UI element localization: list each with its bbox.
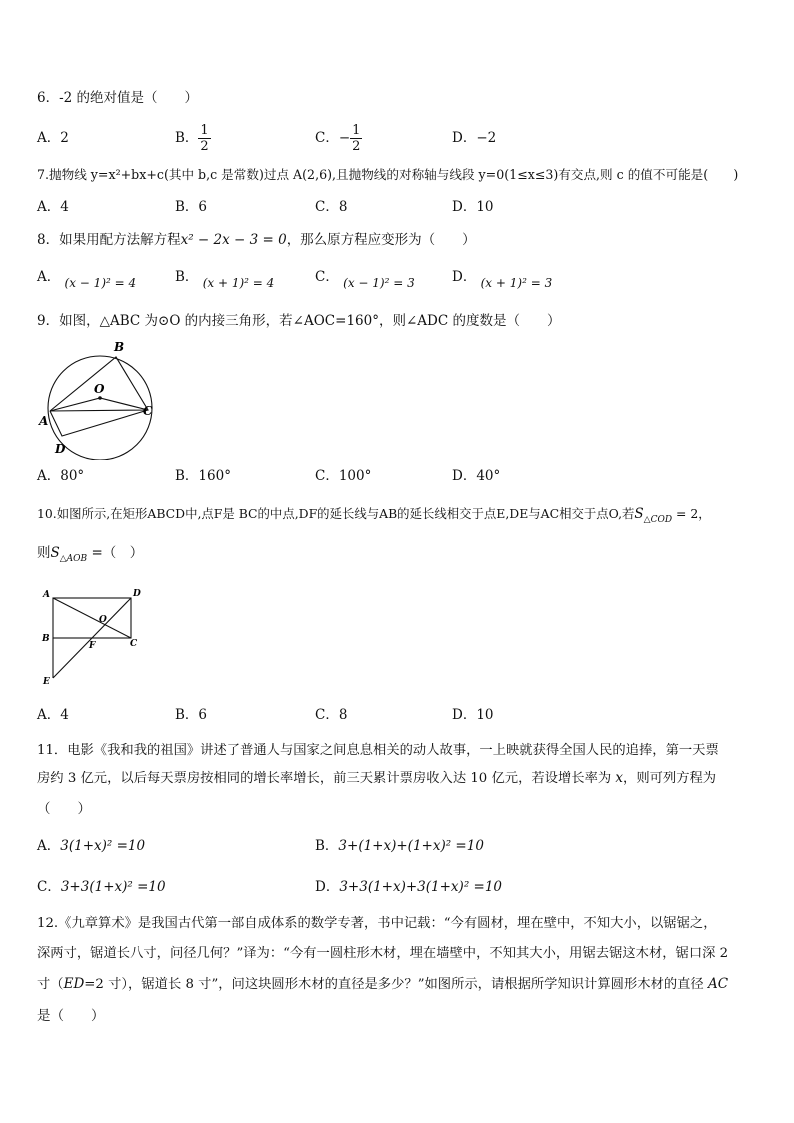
q9-option-c[interactable]: C．100°: [315, 468, 372, 484]
option-label: A．: [37, 838, 61, 854]
equation: (x − 1)² = 4: [64, 276, 137, 290]
q7-option-b[interactable]: B．6: [175, 199, 208, 215]
q11-option-d[interactable]: [315, 877, 502, 897]
q6-option-b[interactable]: [175, 118, 211, 158]
area-symbol: S: [634, 506, 644, 522]
numerator: 1: [352, 123, 361, 138]
numerator: 1: [200, 123, 209, 138]
equation: 3+3(1+x)+3(1+x)² =10: [339, 879, 503, 895]
label-o: O: [99, 615, 107, 625]
option-label: B．: [175, 269, 199, 285]
denominator: 2: [200, 139, 209, 154]
radii-oa-oc: [50, 398, 148, 411]
label-b: B: [114, 340, 125, 354]
stem-text: ，则可列方程为: [623, 771, 717, 786]
stem-text: ，那么原方程应变形为（ ）: [286, 232, 476, 248]
stem-text: =2 寸），锯道长 8 寸”，问这块圆形木材的直径是多少？”如图所示，请根据所学知识计算圆形木材的直径: [84, 977, 704, 992]
q11-line-1: 11．电影《我和我的祖国》讲述了普通人与国家之间息息相关的动人故事，一上映就获得全国人民的追捧，第一天票: [37, 743, 719, 758]
q11-option-a[interactable]: [37, 836, 145, 856]
q10-ask: [37, 543, 143, 569]
q8-option-d[interactable]: [452, 269, 553, 293]
q9-option-a[interactable]: A．80°: [37, 468, 85, 484]
q12-line-2: 深两寸，锯道长八寸，问径几何？”译为：“今有一圆柱形木材，埋在墙壁中，不知其大小，用锯去锯这木材，锯口深 2: [37, 946, 729, 961]
label-e: E: [43, 677, 50, 687]
stem-text: 房约 3 亿元，以后每天票房按相同的增长率增长，前三天累计票房收入达 10 亿元，若设增长率为: [37, 771, 612, 786]
area-subscript: △AOB: [59, 554, 88, 564]
stem-text: 则: [37, 545, 51, 561]
segment-ac: AC: [707, 976, 729, 992]
q6-stem: 6．-2 的绝对值是（ ）: [37, 90, 199, 106]
q11-line-3: （ ）: [37, 801, 91, 817]
equation: (x − 1)² = 3: [343, 276, 415, 290]
label-b: B: [42, 634, 50, 644]
option-value: 2: [60, 130, 69, 146]
option-label: D．: [315, 879, 340, 895]
q8-option-c[interactable]: [315, 269, 415, 293]
q8-stem: [37, 230, 476, 250]
label-o: O: [94, 382, 105, 396]
equation: 3+(1+x)+(1+x)² =10: [338, 838, 484, 854]
label-a: A: [39, 414, 49, 428]
minus-sign: −: [338, 130, 351, 146]
center-point: [98, 396, 102, 400]
q8-option-a[interactable]: [37, 269, 137, 293]
option-value: −2: [476, 130, 497, 146]
diagonal-ac: [53, 598, 131, 638]
chords-ad-dc: [50, 410, 148, 436]
q9-stem: 9．如图，△ABC 为⊙O 的内接三角形，若∠AOC=160°，则∠ADC 的度数是（ ）: [37, 313, 561, 329]
equation: x² − 2x − 3 = 0: [180, 232, 287, 248]
q11-line-2: [37, 768, 716, 789]
q6-option-d[interactable]: [452, 128, 496, 148]
stem-text: 寸（: [37, 977, 64, 992]
equation: 3(1+x)² =10: [60, 838, 146, 854]
q10-rectangle-figure: [38, 586, 148, 688]
segment-ed: ED: [63, 976, 85, 992]
option-label: C．: [315, 130, 339, 146]
q6-option-a[interactable]: [37, 128, 69, 148]
stem-text: =（ ）: [91, 545, 144, 561]
stem-text: 8．如果用配方法解方程: [37, 232, 181, 248]
q7-option-c[interactable]: C．8: [315, 199, 348, 215]
denominator: 2: [352, 139, 361, 154]
label-f: F: [89, 641, 96, 651]
option-label: A．: [37, 269, 61, 285]
fraction: [350, 123, 362, 154]
q10-stem: [37, 504, 711, 530]
q9-circle-figure: [30, 335, 170, 460]
q9-option-d[interactable]: D．40°: [452, 468, 501, 484]
option-label: D．: [452, 269, 477, 285]
q12-line-1: 12.《九章算术》是我国古代第一部自成体系的数学专著，书中记载：“今有圆材，埋在壁中，不知大小，以锯锯之，: [37, 916, 717, 931]
label-d: D: [133, 589, 141, 599]
variable-x: x: [615, 770, 624, 786]
q6-option-c[interactable]: [315, 118, 362, 158]
q10-option-c[interactable]: C．8: [315, 707, 348, 723]
equation: (x + 1)² = 3: [480, 276, 553, 290]
q9-option-b[interactable]: B．160°: [175, 468, 231, 484]
fraction: [198, 123, 210, 154]
label-c: C: [143, 404, 153, 418]
area-subscript: △COD: [643, 515, 673, 525]
q12-line-3: [37, 974, 728, 995]
q7-stem: 7.抛物线 y=x²+bx+c(其中 b,c 是常数)过点 A(2,6),且抛物线的对称轴与线段 y=0(1≤x≤3)有交点,则 c 的值不可能是( ): [37, 167, 739, 182]
q12-line-4: 是（ ）: [37, 1008, 105, 1024]
option-label: C．: [315, 269, 339, 285]
label-c: C: [130, 639, 138, 649]
q7-option-a[interactable]: A．4: [37, 199, 69, 215]
q7-option-d[interactable]: D．10: [452, 199, 494, 215]
label-a: A: [43, 590, 50, 600]
option-label: B．: [175, 130, 199, 146]
option-label: C．: [37, 879, 61, 895]
option-label: D．: [452, 130, 477, 146]
q8-option-b[interactable]: [175, 269, 275, 293]
q10-option-b[interactable]: B．6: [175, 707, 208, 723]
q10-option-a[interactable]: A．4: [37, 707, 69, 723]
equation: 3+3(1+x)² =10: [60, 879, 166, 895]
area-value: = 2，: [676, 506, 711, 521]
option-label: B．: [315, 838, 339, 854]
equation: (x + 1)² = 4: [202, 276, 275, 290]
option-label: A．: [37, 130, 61, 146]
q11-option-b[interactable]: [315, 836, 484, 856]
area-symbol: S: [50, 545, 60, 561]
q11-option-c[interactable]: [37, 877, 166, 897]
stem-text: 10.如图所示,在矩形ABCD中,点F是 BC的中点,DF的延长线与AB的延长线相交于点E,DE与AC相交于点O,若: [37, 506, 635, 521]
label-d: D: [55, 442, 66, 456]
q10-option-d[interactable]: D．10: [452, 707, 494, 723]
